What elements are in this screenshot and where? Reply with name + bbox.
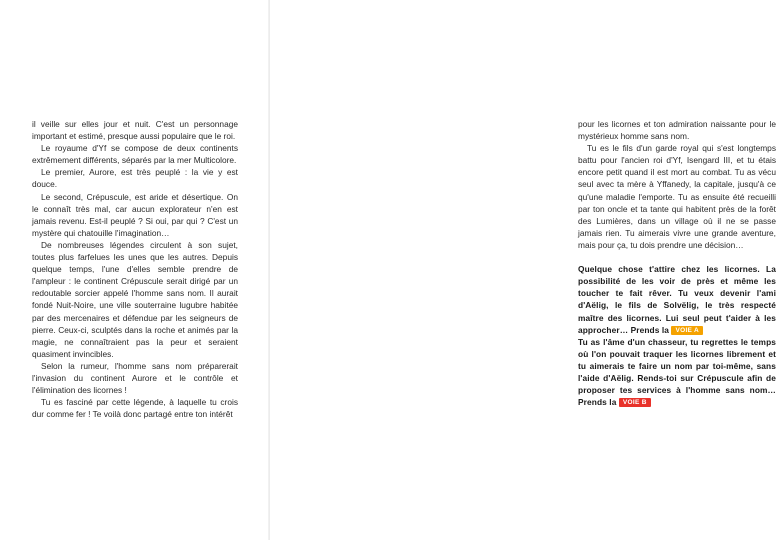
choice-b <box>578 336 776 409</box>
right-page <box>270 0 776 540</box>
paragraph: Selon la rumeur, l'homme sans nom préparerait l'invasion du continent Aurore et le contrôle et l'élimination des licornes ! <box>32 360 238 396</box>
voie-b-badge[interactable]: VOIE B <box>619 398 651 407</box>
voie-a-badge[interactable]: VOIE A <box>671 326 703 335</box>
paragraph: Tu es fasciné par cette légende, à laquelle tu crois dur comme fer ! Te voilà donc partagé entre ton intérêt <box>32 397 238 420</box>
paragraph: pour les licornes et ton admiration naissante pour le mystérieux homme sans nom. <box>578 119 776 142</box>
paragraph: Tu es le fils d'un garde royal qui s'est longtemps battu pour l'ancien roi d'Yf, Isengard III, et tu étais encore petit quand il est mort au combat. Tu as vécu seul avec ta mère à Yffanedy, la capitale, jusqu'à ce qu'une maladie l'emporte. Tu as ensuite été recueilli par ton oncle et ta tante qui habitent près de la forêt des Lumières, dans un village où il ne se passe jamais rien. Tu aimerais vivre une grande aventure, mais pour ça, tu dois prendre une décision… <box>578 143 776 250</box>
left-page <box>0 0 270 540</box>
right-text-column <box>578 118 776 408</box>
choice-a-text: Quelque chose t'attire chez les licornes. La possibilité de les voir de près et même les toucher te fait rêver. Tu veux devenir l'ami d'Aëlig, le fils de Solvëlig, le très respecté maître des licornes. Lui seul peut t'aider à les approcher… Prends la <box>578 264 776 335</box>
left-text-column <box>32 118 238 420</box>
paragraph: De nombreuses légendes circulent à son sujet, toutes plus farfelues les unes que les autres. Depuis quelque temps, l'une d'elles semble prendre de l'ampleur : le continent Crépuscule serait dirigé par un redoutable sorcier appelé l'homme sans nom. Il aurait fondé Nuit-Noire, une ville souterraine lugubre habitée par des mercenaires et défendue par les seigneurs de pierre. Ceux-ci, sculptés dans la roche et animés par la magie, ne connaîtraient pas la peur et seraient quasiment invincibles. <box>32 239 238 359</box>
paragraph: Le royaume d'Yf se compose de deux continents extrêmement différents, séparés par la mer Multicolore. <box>32 143 238 166</box>
paragraph: Le premier, Aurore, est très peuplé : la vie y est douce. <box>32 167 238 190</box>
paragraph: Le second, Crépuscule, est aride et désertique. On le connaît très mal, car aucun explorateur n'en est jamais revenu. Est-il peuplé ? Si oui, par qui ? C'est un mystère qui chatouille l'imagination… <box>32 191 238 238</box>
choice-a <box>578 263 776 336</box>
choice-b-text: Tu as l'âme d'un chasseur, tu regrettes le temps où l'on pouvait traquer les licornes librement et tu aimerais te faire un nom par toi-même, sans l'aide d'Aëlig. Rends-toi sur Crépuscule afin de proposer tes services à l'homme sans nom… Prends la <box>578 336 776 408</box>
paragraph: il veille sur elles jour et nuit. C'est un personnage important et estimé, presque aussi populaire que le roi. <box>32 119 238 142</box>
spacer <box>578 251 776 263</box>
